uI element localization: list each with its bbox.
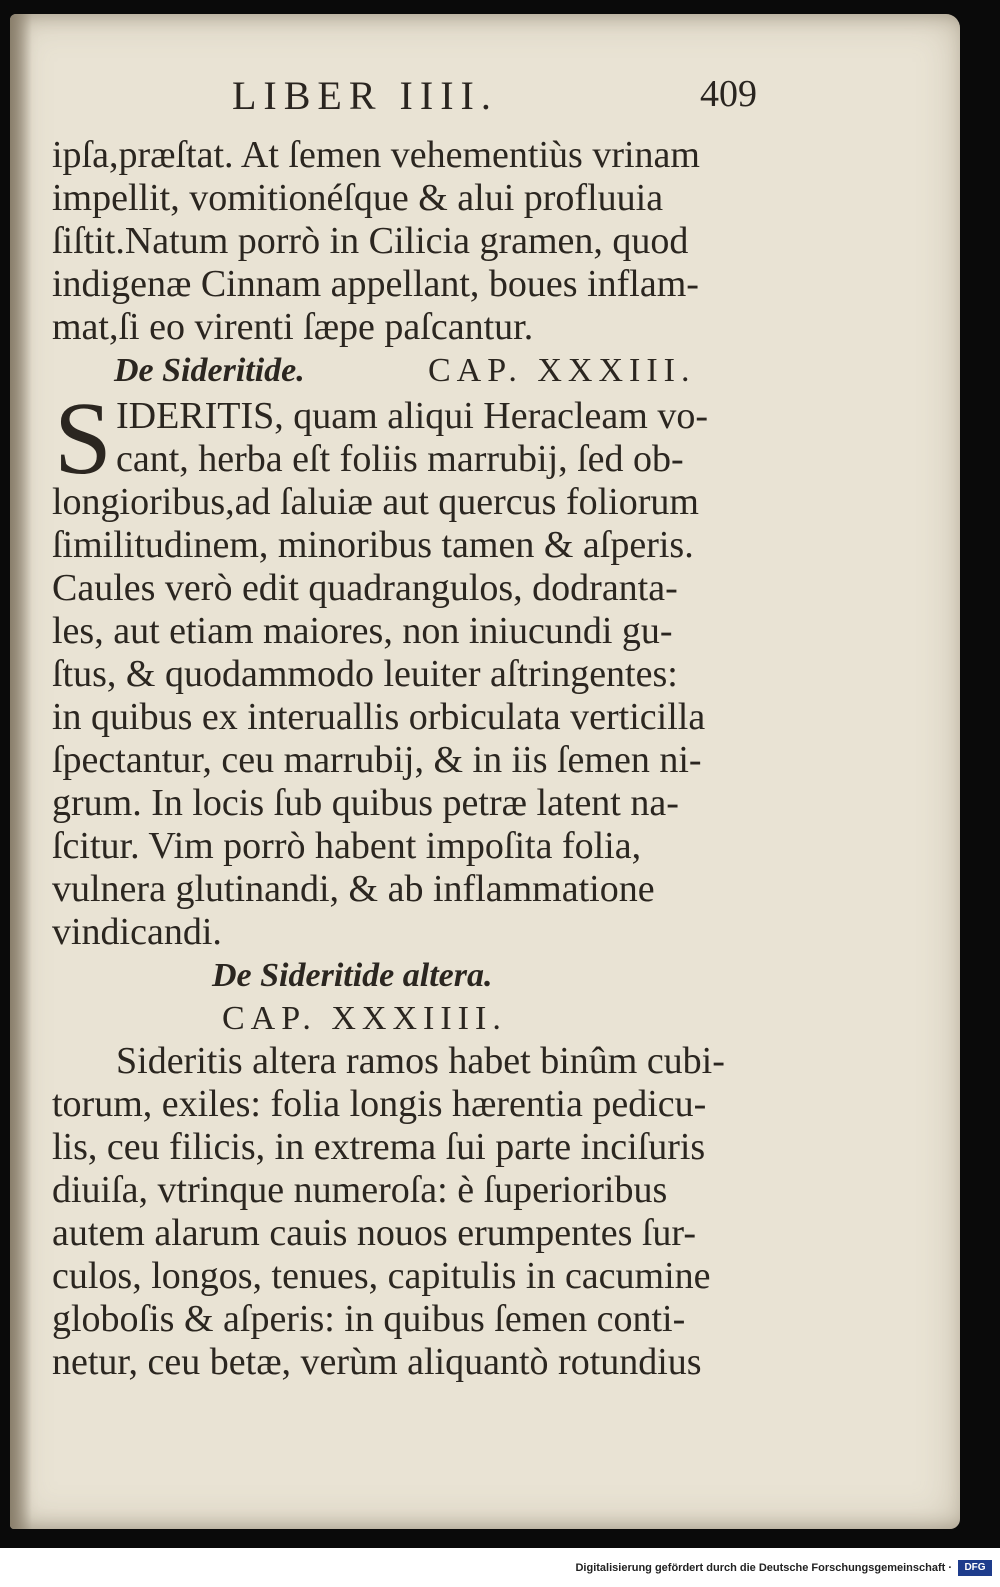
chapter-title-34: De Sideritide altera. <box>212 957 493 994</box>
digitization-footer <box>0 1548 1000 1587</box>
running-head <box>0 72 1000 132</box>
text-line: cant, herba eſt foliis marrubij, ſed ob- <box>116 438 684 480</box>
text-line: ſimilitudinem, minoribus tamen & aſperis. <box>52 524 694 566</box>
text-line: lis, ceu filicis, in extrema ſui parte inciſuris <box>52 1126 706 1168</box>
page-number: 409 <box>700 73 757 115</box>
chapter-number-34: CAP. XXXIIII. <box>222 1000 507 1037</box>
paragraph-sideritis <box>52 381 782 954</box>
text-line: mat,ſi eo virenti ſæpe paſcantur. <box>52 306 534 348</box>
text-line: autem alarum cauis nouos erumpentes ſur- <box>52 1212 696 1254</box>
text-line: Sideritis altera ramos habet binûm cubi- <box>116 1040 725 1082</box>
paragraph-sideritis-altera <box>52 1040 782 1384</box>
text-line: grum. In locis ſub quibus petræ latent na- <box>52 782 679 824</box>
running-title: LIBER IIII. <box>232 73 498 118</box>
text-line: ſpectantur, ceu marrubij, & in iis ſemen ni- <box>52 739 702 781</box>
text-line: netur, ceu betæ, verùm aliquantò rotundius <box>52 1341 702 1383</box>
text-line: in quibus ex interuallis orbiculata verticilla <box>52 696 706 738</box>
text-line: diuiſa, vtrinque numeroſa: è ſuperioribus <box>52 1169 668 1211</box>
paragraph-continuation <box>52 134 782 349</box>
chapter-heading-33 <box>52 349 782 395</box>
text-line: ſtus, & quodammodo leuiter aſtringentes: <box>52 653 678 695</box>
dfg-logo-icon: DFG <box>958 1560 992 1576</box>
drop-capital: S <box>54 381 112 496</box>
text-line: vindicandi. <box>52 911 222 953</box>
text-line: IDERITIS, quam aliqui Heracleam vo- <box>116 395 708 437</box>
text-line: ſcitur. Vim porrò habent impoſita folia, <box>52 825 642 867</box>
text-line: culos, longos, tenues, capitulis in cacumine <box>52 1255 711 1297</box>
text-line: longioribus,ad ſaluiæ aut quercus foliorum <box>52 481 699 523</box>
page-gutter-shadow <box>10 14 32 1529</box>
body-text <box>52 134 782 1384</box>
text-line: ſiſtit.Natum porrò in Cilicia gramen, quod <box>52 220 689 262</box>
chapter-title: De Sideritide. <box>114 352 305 389</box>
text-line: ipſa,præſtat. At ſemen vehementiùs vrinam <box>52 134 700 176</box>
text-line: torum, exiles: folia longis hærentia pedicu- <box>52 1083 707 1125</box>
text-line: Caules verò edit quadrangulos, dodranta- <box>52 567 678 609</box>
text-line: globoſis & aſperis: in quibus ſemen conti- <box>52 1298 686 1340</box>
text-line: indigenæ Cinnam appellant, boues inflam- <box>52 263 699 305</box>
funding-credit: Digitalisierung gefördert durch die Deutsche Forschungsgemeinschaft · <box>575 1562 952 1574</box>
text-line: les, aut etiam maiores, non iniucundi gu- <box>52 610 673 652</box>
text-line: vulnera glutinandi, & ab inflammatione <box>52 868 655 910</box>
text-line: impellit, vomitionéſque & alui profluuia <box>52 177 664 219</box>
chapter-number: CAP. XXXIII. <box>428 352 696 389</box>
